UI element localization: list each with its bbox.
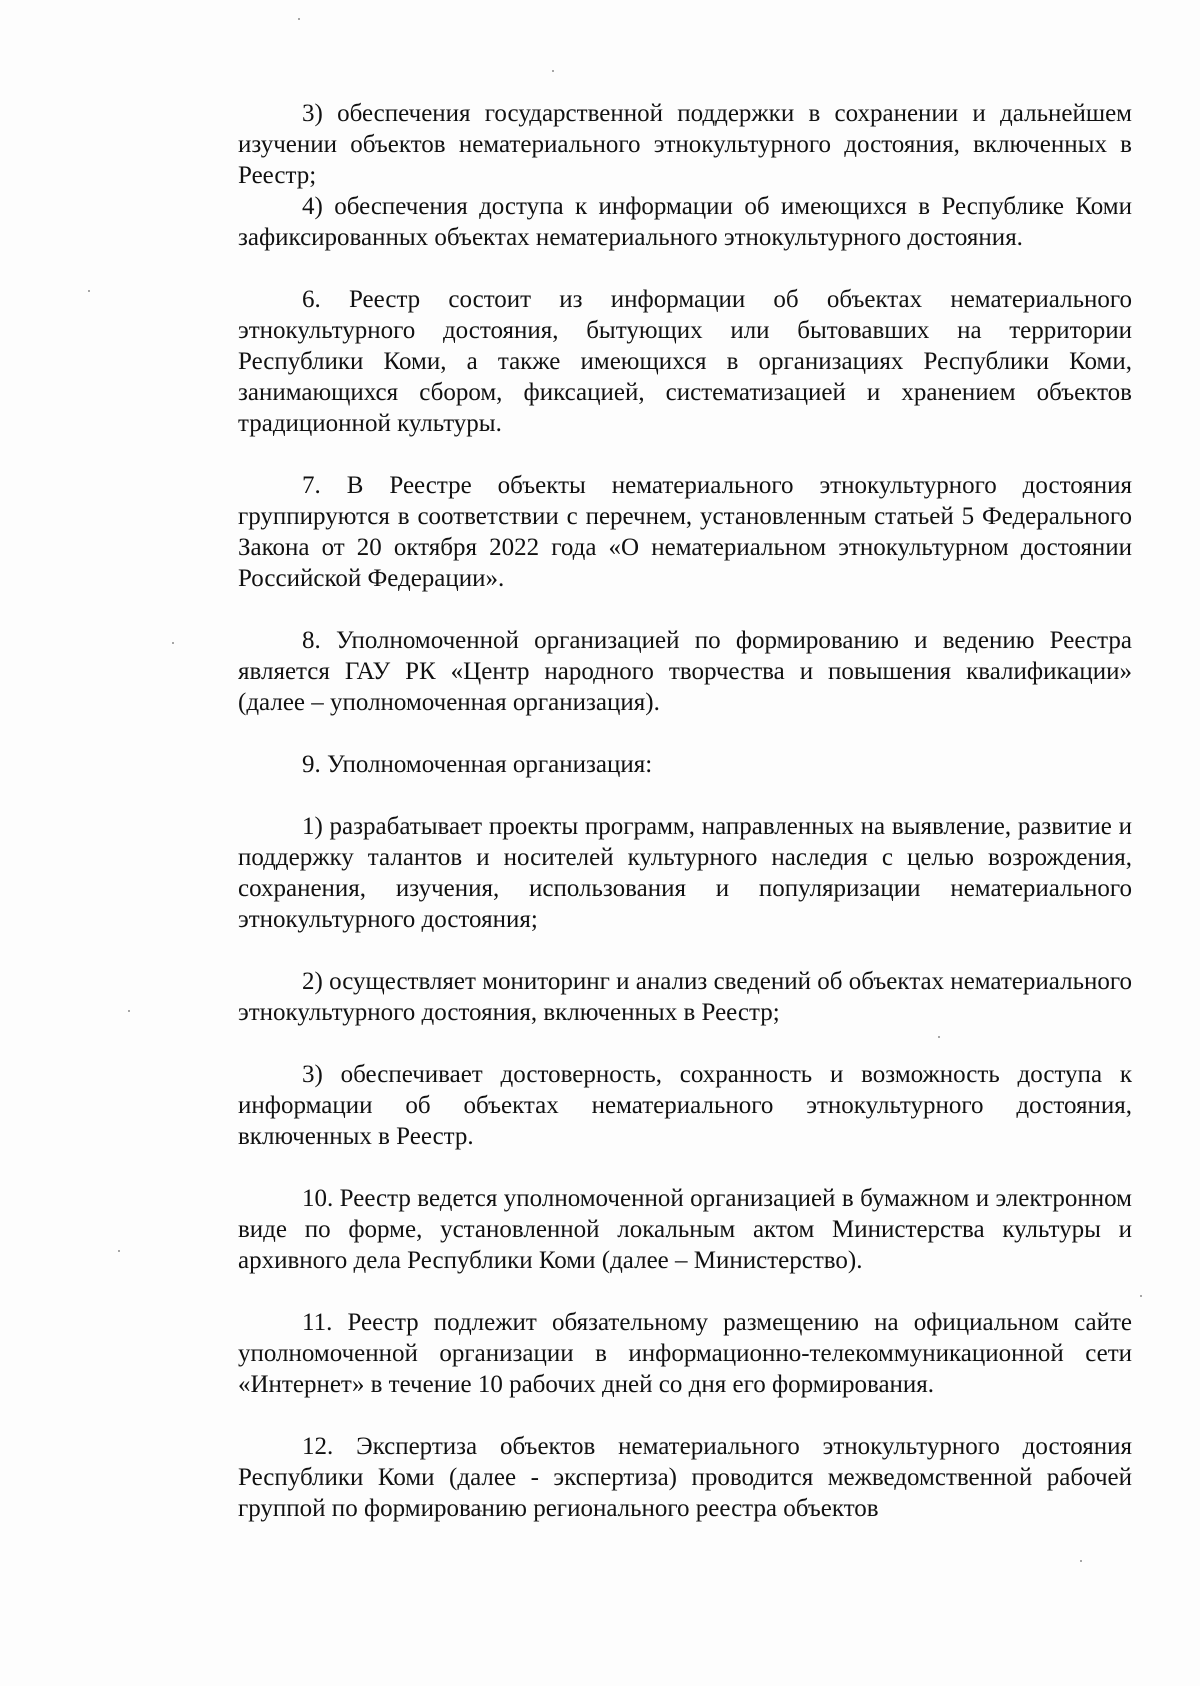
scan-speck <box>118 1250 120 1252</box>
scan-speck <box>1140 1295 1142 1297</box>
paragraph-11-publication: 11. Реестр подлежит обязательному размещению на официальном сайте уполномоченной организации в информационно-телекоммуникационной сети «Интернет» в течение 10 рабочих дней со дня его формирования. <box>238 1309 1132 1398</box>
scan-speck <box>1080 1560 1082 1562</box>
paragraph-4-information-access: 4) обеспечения доступа к информации об имеющихся в Республике Коми зафиксированных объектах нематериального этнокультурного достояния. <box>238 193 1132 251</box>
scan-speck <box>128 1010 130 1012</box>
paragraph-9-item-2: 2) осуществляет мониторинг и анализ сведений об объектах нематериального этнокультурного достояния, включенных в Реестр; <box>238 968 1132 1026</box>
paragraph-9-item-1: 1) разрабатывает проекты программ, направленных на выявление, развитие и поддержку талантов и носителей культурного наследия с целью возрождения, сохранения, изучения, использования и популяризации нематериального этнокультурного достояния; <box>238 813 1132 933</box>
scan-speck <box>88 290 90 292</box>
paragraph-9-item-3: 3) обеспечивает достоверность, сохранность и возможность доступа к информации об объектах нематериального этнокультурного достояния, включенных в Реестр. <box>238 1061 1132 1150</box>
paragraph-3-state-support: 3) обеспечения государственной поддержки в сохранении и дальнейшем изучении объектов нематериального этнокультурного достояния, включенных в Реестр; <box>238 100 1132 189</box>
document-body <box>238 98 1132 1524</box>
scan-speck <box>552 70 554 72</box>
scan-speck <box>298 18 300 20</box>
paragraph-7-grouping: 7. В Реестре объекты нематериального этнокультурного достояния группируются в соответствии с перечнем, установленным статьей 5 Федерального Закона от 20 октября 2022 года «О нематериальном этнокультурном достоянии Российской Федерации». <box>238 472 1132 592</box>
paragraph-8-authorized-organization: 8. Уполномоченной организацией по формированию и ведению Реестра является ГАУ РК «Центр народного творчества и повышения квалификации» (далее – уполномоченная организация). <box>238 627 1132 716</box>
paragraph-10-maintenance: 10. Реестр ведется уполномоченной организацией в бумажном и электронном виде по форме, установленной локальным актом Министерства культуры и архивного дела Республики Коми (далее – Министерство). <box>238 1185 1132 1274</box>
paragraph-12-expertise: 12. Экспертиза объектов нематериального этнокультурного достояния Республики Коми (далее - экспертиза) проводится межведомственной рабочей группой по формированию регионального реестра объектов <box>238 1433 1132 1522</box>
paragraph-9-heading: 9. Уполномоченная организация: <box>302 751 653 778</box>
scan-speck <box>172 642 174 644</box>
paragraph-6-registry-contents: 6. Реестр состоит из информации об объектах нематериального этнокультурного достояния, бытующих или бытовавших на территории Республики Коми, а также имеющихся в организациях Республики Коми, занимающихся сбором, фиксацией, систематизацией и хранением объектов традиционной культуры. <box>238 286 1132 437</box>
